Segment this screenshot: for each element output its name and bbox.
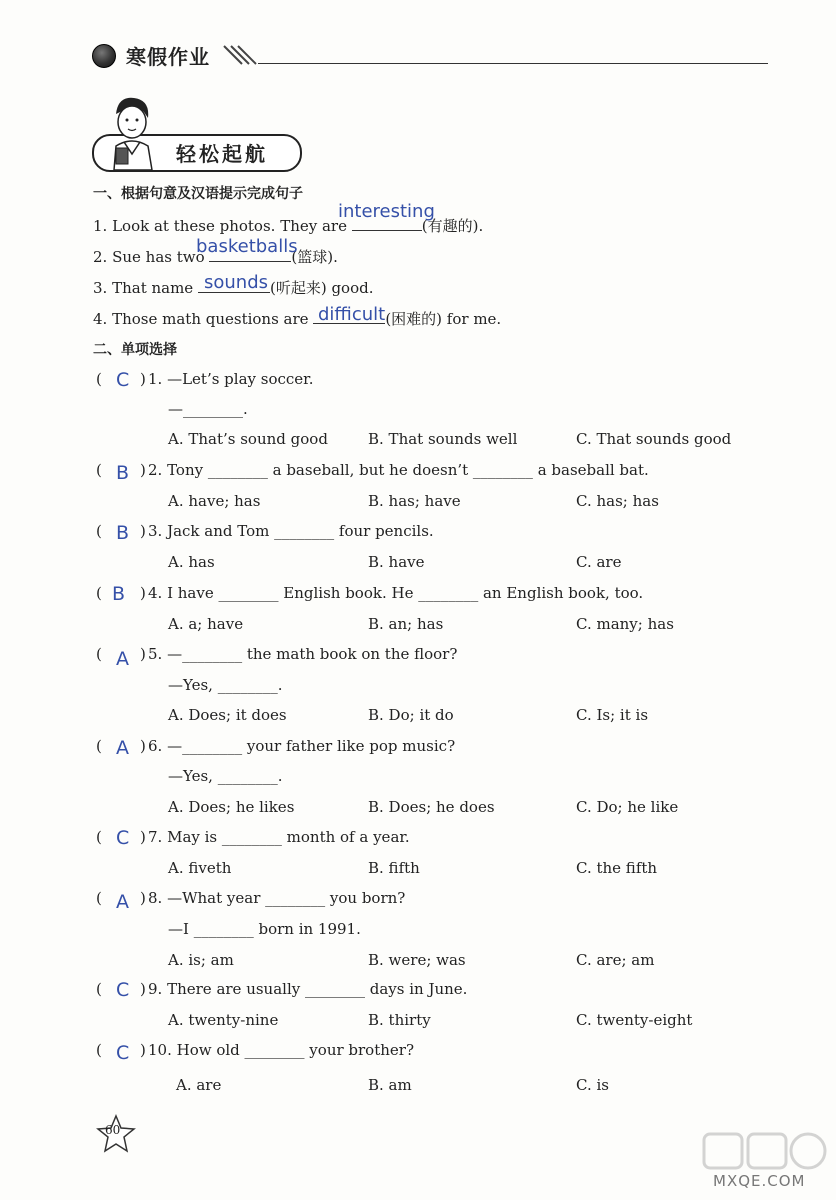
- question-text: 7. May is ________ month of a year.: [148, 828, 410, 846]
- option-a: A. twenty-nine: [168, 1011, 279, 1029]
- page-number: 60: [105, 1123, 121, 1137]
- question-text: —Yes, ________.: [168, 676, 283, 694]
- paren-right: ): [140, 737, 146, 755]
- question-text: —________.: [168, 400, 248, 418]
- option-b: B. That sounds well: [368, 430, 518, 448]
- paren-right: ): [140, 370, 146, 388]
- option-c: C. the fifth: [576, 859, 658, 877]
- question-text: 9. There are usually ________ days in June.: [148, 980, 468, 998]
- header-bullet-icon: [92, 44, 116, 68]
- handwritten-choice: C: [116, 369, 130, 391]
- fill-item-text: 4. Those math questions are: [93, 310, 314, 328]
- option-a: A. fiveth: [168, 859, 232, 877]
- handwritten-choice: C: [116, 1042, 130, 1064]
- question-text: 6. —________ your father like pop music?: [148, 737, 456, 755]
- option-b: B. am: [368, 1076, 412, 1094]
- fill-item-text: 1. Look at these photos. They are: [93, 217, 352, 235]
- banner-title: 轻松起航: [176, 142, 268, 166]
- option-a: A. That’s sound good: [168, 430, 328, 448]
- watermark-text: MXQE.COM: [713, 1172, 806, 1190]
- option-a: A. has: [168, 553, 215, 571]
- header-rule: [258, 63, 768, 64]
- fill-item-4: [93, 308, 501, 329]
- section2-heading: 二、单项选择: [93, 342, 177, 358]
- option-b: B. Do; it do: [368, 706, 454, 724]
- paren-right: ): [140, 828, 146, 846]
- option-c: C. has; has: [576, 492, 659, 510]
- student-illustration-icon: [96, 92, 166, 172]
- option-b: B. thirty: [368, 1011, 431, 1029]
- paren-right: ): [140, 584, 146, 602]
- paren-left: (: [96, 980, 102, 998]
- header-title: 寒假作业: [126, 45, 210, 69]
- paren-right: ): [140, 461, 146, 479]
- option-b: B. Does; he does: [368, 798, 495, 816]
- option-c: C. Is; it is: [576, 706, 649, 724]
- fill-item-text: 2. Sue has two: [93, 248, 210, 266]
- paren-left: (: [96, 645, 102, 663]
- handwritten-answer: basketballs: [196, 236, 298, 257]
- handwritten-answer: interesting: [338, 201, 435, 222]
- handwritten-choice: B: [116, 522, 130, 544]
- fill-item-hint: (篮球).: [291, 248, 338, 266]
- question-text: —Yes, ________.: [168, 767, 283, 785]
- option-a: A. have; has: [168, 492, 261, 510]
- fill-item-hint: (听起来) good.: [269, 279, 374, 297]
- option-a: A. Does; he likes: [168, 798, 295, 816]
- option-b: B. fifth: [368, 859, 420, 877]
- paren-left: (: [96, 584, 102, 602]
- option-a: A. is; am: [168, 951, 234, 969]
- option-b: B. have: [368, 553, 425, 571]
- handwritten-answer: sounds: [204, 272, 269, 293]
- question-text: —I ________ born in 1991.: [168, 920, 361, 938]
- paren-right: ): [140, 1041, 146, 1059]
- option-b: B. an; has: [368, 615, 444, 633]
- handwritten-choice: A: [116, 737, 129, 759]
- question-text: 10. How old ________ your brother?: [148, 1041, 414, 1059]
- handwritten-answer: difficult: [318, 304, 386, 325]
- fill-item-text: 3. That name: [93, 279, 198, 297]
- option-a: A. a; have: [168, 615, 244, 633]
- paren-left: (: [96, 1041, 102, 1059]
- paren-left: (: [96, 522, 102, 540]
- paren-left: (: [96, 370, 102, 388]
- paren-left: (: [96, 737, 102, 755]
- paren-right: ): [140, 980, 146, 998]
- handwritten-choice: A: [116, 891, 129, 913]
- paren-left: (: [96, 828, 102, 846]
- option-c: C. That sounds good: [576, 430, 732, 448]
- option-c: C. are: [576, 553, 622, 571]
- section1-heading: 一、根据句意及汉语提示完成句子: [93, 186, 303, 202]
- option-c: C. Do; he like: [576, 798, 679, 816]
- option-a: A. are: [176, 1076, 222, 1094]
- fill-item-hint: (困难的) for me.: [385, 310, 502, 328]
- fill-item-hint: (有趣的).: [421, 217, 484, 235]
- option-c: C. twenty-eight: [576, 1011, 693, 1029]
- handwritten-choice: A: [116, 648, 129, 670]
- option-c: C. many; has: [576, 615, 674, 633]
- question-text: 3. Jack and Tom ________ four pencils.: [148, 522, 434, 540]
- paren-left: (: [96, 461, 102, 479]
- question-text: 1. —Let’s play soccer.: [148, 370, 314, 388]
- handwritten-choice: C: [116, 979, 130, 1001]
- option-c: C. is: [576, 1076, 609, 1094]
- paren-right: ): [140, 889, 146, 907]
- paren-left: (: [96, 889, 102, 907]
- paren-right: ): [140, 522, 146, 540]
- option-b: B. were; was: [368, 951, 466, 969]
- question-text: 2. Tony ________ a baseball, but he doesn’t ________ a baseball bat.: [148, 461, 649, 479]
- option-b: B. has; have: [368, 492, 461, 510]
- handwritten-choice: C: [116, 827, 130, 849]
- option-c: C. are; am: [576, 951, 655, 969]
- question-text: 4. I have ________ English book. He ________ an English book, too.: [148, 584, 644, 602]
- handwritten-choice: B: [116, 462, 130, 484]
- question-text: 5. —________ the math book on the floor?: [148, 645, 458, 663]
- paren-right: ): [140, 645, 146, 663]
- option-a: A. Does; it does: [168, 706, 287, 724]
- header-slashes-icon: [222, 42, 262, 66]
- handwritten-choice: B: [112, 583, 126, 605]
- question-text: 8. —What year ________ you born?: [148, 889, 406, 907]
